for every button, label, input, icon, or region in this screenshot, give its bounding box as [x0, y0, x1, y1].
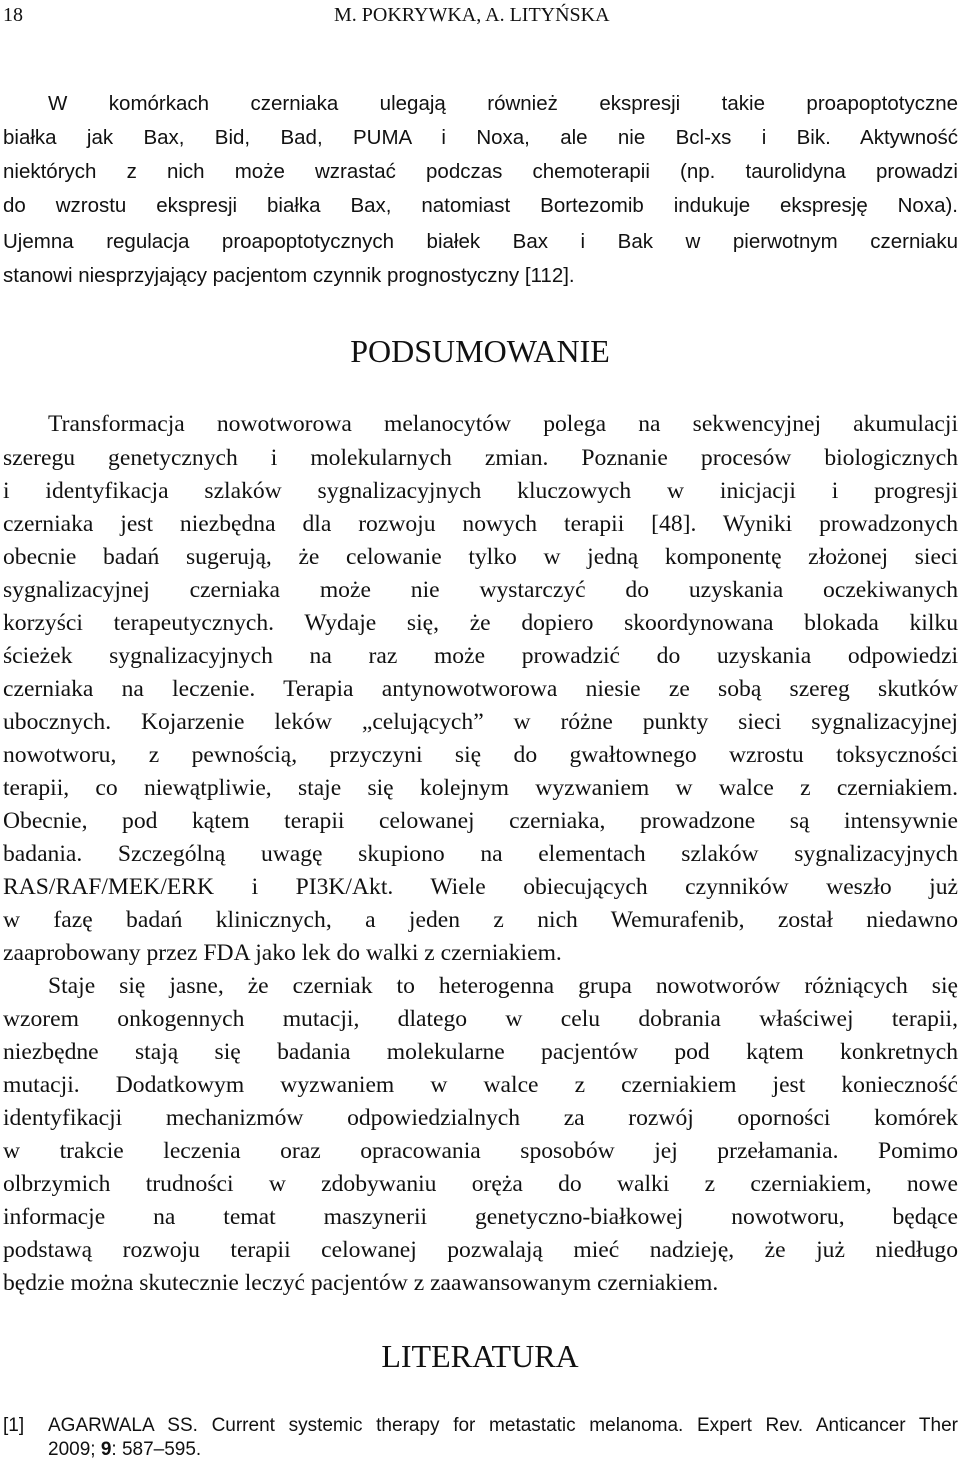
summary-line: szeregu genetycznych i molekularnych zmian. Poznanie procesów biologicznych	[3, 445, 958, 471]
page-header	[0, 4, 960, 28]
summary-line: korzyści terapeutycznych. Wydaje się, że dopiero skoordynowana blokada kilku	[3, 610, 958, 636]
intro-line: Ujemna regulacja proapoptotycznych białek Bax i Bak w pierwotnym czerniaku	[3, 230, 958, 253]
reference-volume: 9	[100, 1439, 112, 1460]
summary-line: identyfikacji mechanizmów odpowiedzialnych za rozwój oporności komórek	[3, 1105, 958, 1131]
summary-line: będzie można skutecznie leczyć pacjentów z zaawansowanym czerniakiem.	[3, 1270, 719, 1296]
page-number: 18	[3, 4, 23, 26]
summary-line: terapii, co niewątpliwie, staje się kolejnym wyzwaniem w walce z czerniakiem.	[3, 775, 958, 801]
reference-citation	[48, 1436, 958, 1464]
summary-line: obecnie badań sugerują, że celowanie tylko w jedną komponentę złożonej sieci	[3, 544, 958, 570]
summary-heading: PODSUMOWANIE	[350, 333, 610, 369]
intro-line: W komórkach czerniaka ulegają również ekspresji takie proapoptotyczne	[48, 92, 958, 115]
intro-line: stanowi niesprzyjający pacjentom czynnik prognostyczny [112].	[3, 264, 575, 287]
reference-pages: : 587–595.	[111, 1439, 202, 1460]
summary-line: Obecnie, pod kątem terapii celowanej czerniaka, prowadzone są intensywnie	[3, 808, 958, 834]
summary-line: mutacji. Dodatkowym wyzwaniem w walce z czerniakiem jest konieczność	[3, 1072, 958, 1098]
summary-line: RAS/RAF/MEK/ERK i PI3K/Akt. Wiele obiecujących czynników weszło już	[3, 874, 958, 900]
summary-line: olbrzymich trudności w zdobywaniu oręża do walki z czerniakiem, nowe	[3, 1171, 958, 1197]
summary-line: podstawą rozwoju terapii celowanej pozwalają mieć nadzieję, że już niedługo	[3, 1237, 958, 1263]
summary-line: sygnalizacyjnej czerniaka może nie wystarczyć do uzyskania oczekiwanych	[3, 577, 958, 603]
summary-line: czerniaka jest niezbędna dla rozwoju nowych terapii [48]. Wyniki prowadzonych	[3, 511, 958, 537]
summary-line: nowotworu, z pewnością, przyczyni się do gwałtownego wzrostu toksyczności	[3, 742, 958, 768]
summary-line: wzorem onkogennych mutacji, dlatego w celu dobrania właściwej terapii,	[3, 1006, 958, 1032]
summary-line: zaaprobowany przez FDA jako lek do walki z czerniakiem.	[3, 940, 562, 966]
summary-line: niezbędne stają się badania molekularne pacjentów pod kątem konkretnych	[3, 1039, 958, 1065]
intro-line: białka jak Bax, Bid, Bad, PUMA i Noxa, ale nie Bcl-xs i Bik. Aktywność	[3, 126, 958, 149]
summary-line: Staje się jasne, że czerniak to heterogenna grupa nowotworów różniących się	[48, 973, 958, 999]
summary-line: w fazę badań klinicznych, a jeden z nich Wemurafenib, został niedawno	[3, 907, 958, 933]
summary-line: i identyfikacja szlaków sygnalizacyjnych kluczowych w inicjacji i progresji	[3, 478, 958, 504]
reference-text: AGARWALA SS. Current systemic therapy for metastatic melanoma. Expert Rev. Anticancer Ther	[48, 1415, 958, 1436]
intro-line: niektórych z nich może wzrastać podczas chemoterapii (np. taurolidyna prowadzi	[3, 160, 958, 183]
reference-number: [1]	[3, 1415, 25, 1436]
literature-heading: LITERATURA	[381, 1338, 579, 1374]
summary-line: ubocznych. Kojarzenie leków „celujących” w różne punkty sieci sygnalizacyjnej	[3, 709, 958, 735]
summary-line: Transformacja nowotworowa melanocytów polega na sekwencyjnej akumulacji	[48, 411, 958, 437]
summary-line: badania. Szczególną uwagę skupiono na elementach szlaków sygnalizacyjnych	[3, 841, 958, 867]
running-head: M. POKRYWKA, A. LITYŃSKA	[334, 4, 610, 26]
intro-line: do wzrostu ekspresji białka Bax, natomiast Bortezomib indukuje ekspresję Noxa).	[3, 194, 958, 217]
reference-year: 2009;	[48, 1439, 101, 1460]
summary-line: ścieżek sygnalizacyjnych na raz może prowadzić do uzyskania odpowiedzi	[3, 643, 958, 669]
summary-line: czerniaka na leczenie. Terapia antynowotworowa niesie ze sobą szereg skutków	[3, 676, 958, 702]
summary-line: informacje na temat maszynerii genetyczno-białkowej nowotworu, będące	[3, 1204, 958, 1230]
summary-line: w trakcie leczenia oraz opracowania sposobów jej przełamania. Pomimo	[3, 1138, 958, 1164]
